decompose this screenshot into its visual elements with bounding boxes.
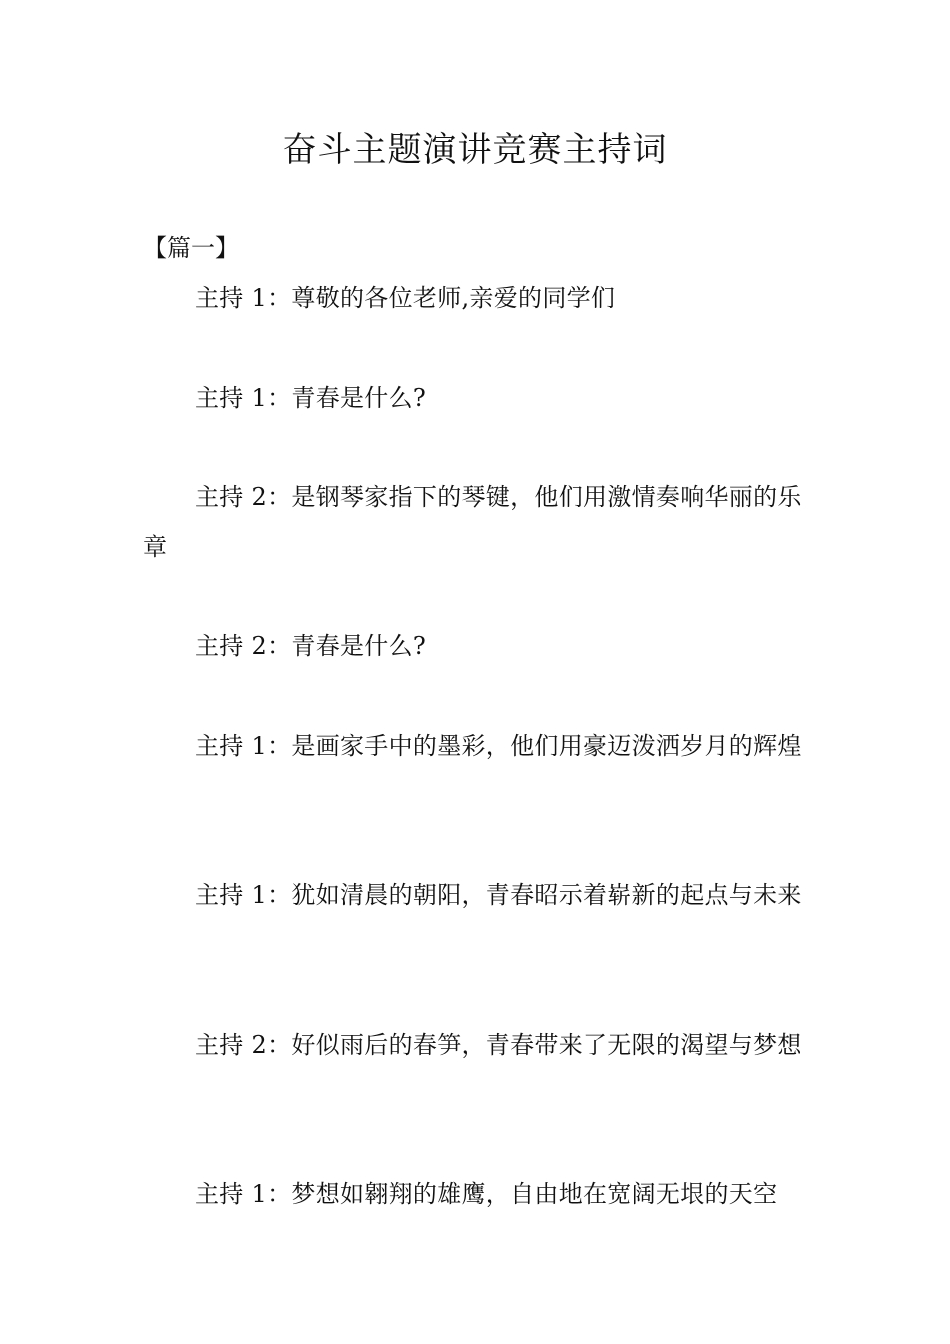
paragraph: 主持 2：青春是什么? [195,632,427,660]
document-title: 奋斗主题演讲竞赛主持词 [282,130,668,170]
paragraph: 主持 1：青春是什么? [195,384,427,412]
paragraph: 主持 2：是钢琴家指下的琴键，他们用激情奏响华丽的乐章 [143,483,802,561]
paragraph: 主持 1：梦想如翱翔的雄鹰，自由地在宽阔无垠的天空 [195,1180,778,1208]
paragraph: 主持 1：犹如清晨的朝阳，青春昭示着崭新的起点与未来 [195,881,802,909]
section-label: 【篇一】 [143,234,239,262]
paragraph: 主持 1：尊敬的各位老师,亲爱的同学们 [195,284,616,312]
paragraph: 主持 2：好似雨后的春笋，青春带来了无限的渴望与梦想 [195,1031,802,1059]
paragraph: 主持 1：是画家手中的墨彩，他们用豪迈泼洒岁月的辉煌 [195,732,802,760]
